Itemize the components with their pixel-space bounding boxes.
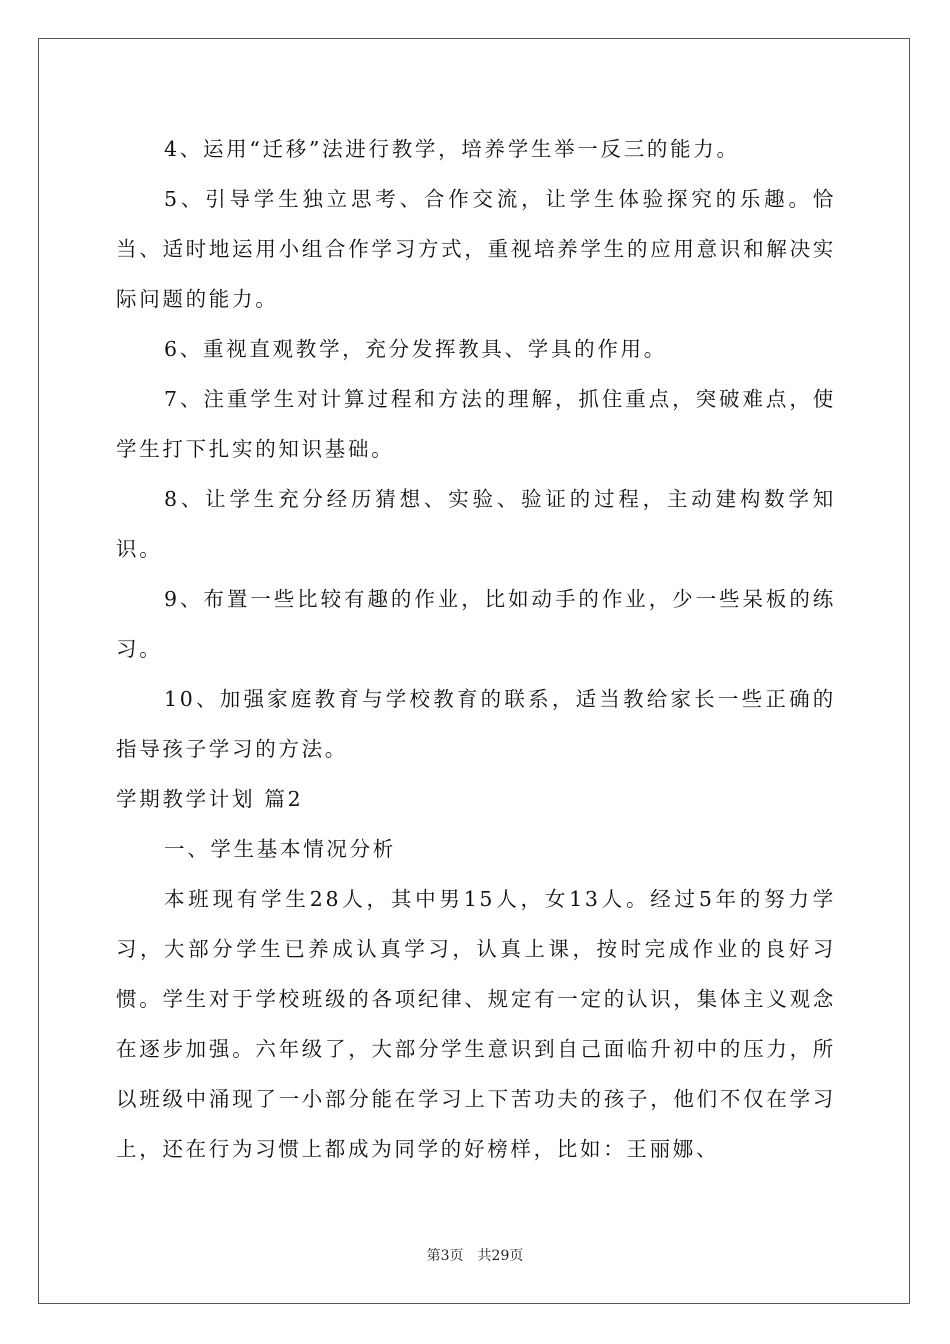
body-paragraph: 本班现有学生28人，其中男15人，女13人。经过5年的努力学习，大部分学生已养成认真学习，认真上课，按时完成作业的良好习惯。学生对于学校班级的各项纪律、规定有一定的认识，集体主义观念在逐步加强。六年级了，大部分学生意识到自己面临升初中的压力，所以班级中涌现了一小部分能在学习上下苦功夫的孩子，他们不仅在学习上，还在行为习惯上都成为同学的好榜样，比如：王丽娜、 — [116, 887, 836, 1161]
page-total: 共29页 — [477, 1248, 524, 1264]
paragraph-item-9: 9、布置一些比较有趣的作业，比如动手的作业，少一些呆板的练习。 — [116, 587, 836, 661]
document-body — [116, 124, 836, 1174]
paragraph-item-5: 5、引导学生独立思考、合作交流，让学生体验探究的乐趣。恰当、适时地运用小组合作学习方式，重视培养学生的应用意识和解决实际问题的能力。 — [116, 187, 836, 311]
subsection-heading: 一、学生基本情况分析 — [164, 837, 396, 861]
page-number: 第3页 — [426, 1248, 464, 1264]
page-footer — [0, 1245, 950, 1265]
section-heading: 学期教学计划 篇2 — [116, 787, 304, 811]
paragraph-item-6: 6、重视直观教学，充分发挥教具、学具的作用。 — [164, 337, 667, 361]
paragraph-item-7: 7、注重学生对计算过程和方法的理解，抓住重点，突破难点，使学生打下扎实的知识基础。 — [116, 387, 836, 461]
paragraph-item-4: 4、运用“迁移”法进行教学，培养学生举一反三的能力。 — [164, 137, 740, 161]
paragraph-item-10: 10、加强家庭教育与学校教育的联系，适当教给家长一些正确的指导孩子学习的方法。 — [116, 687, 836, 761]
paragraph-item-8: 8、让学生充分经历猜想、实验、验证的过程，主动建构数学知识。 — [116, 487, 836, 561]
